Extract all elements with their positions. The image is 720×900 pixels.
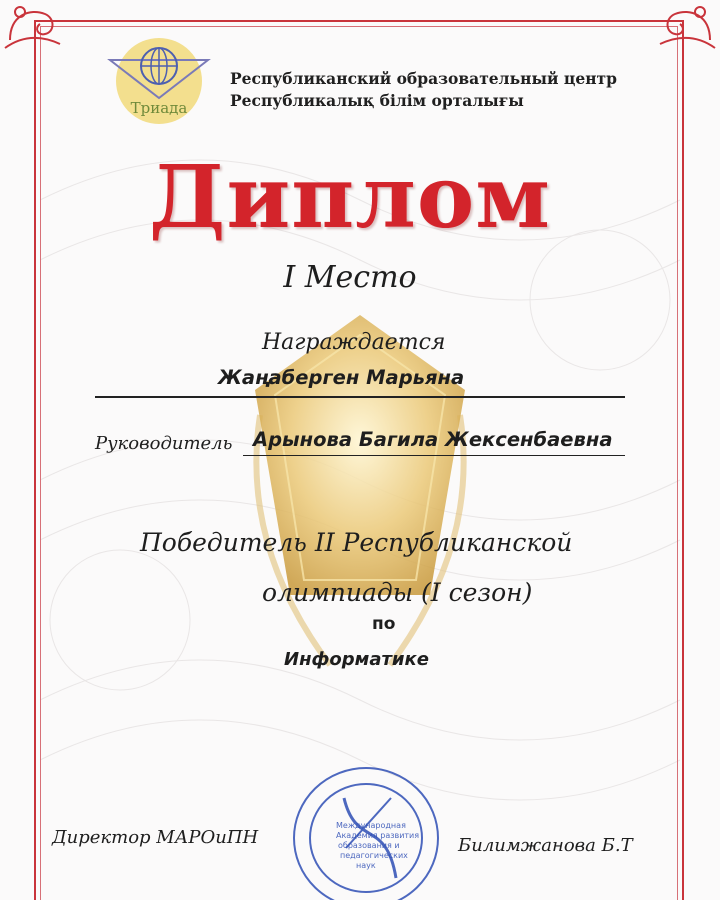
recipient-underline [95,396,625,398]
svg-text:образования и: образования и [338,841,400,850]
place-text: I Место [283,260,417,295]
svg-text:наук: наук [356,861,376,870]
leader-label: Руководитель [95,433,233,454]
svg-text:педагогических: педагогических [340,851,408,860]
leader-name: Арынова Багила Жексенбаевна [253,428,613,451]
official-seal-stamp [286,758,446,900]
organization-name [230,68,617,112]
svg-text:Международная: Международная [336,821,406,830]
subject-text: Информатике [284,649,429,670]
director-label: Директор МАРОиПН [52,827,259,848]
logo-text: Триада [130,99,188,117]
corner-ornament-left-icon [0,0,70,50]
svg-text:Академия развития: Академия развития [336,831,420,840]
achievement-line-2: олимпиады (I сезон) [262,578,533,607]
preposition-text: по [372,614,396,634]
organization-line-kz: Республикалық білім орталығы [230,91,524,110]
triada-logo [100,38,218,124]
achievement-line-1: Победитель II Республиканской [140,528,573,557]
recipient-name: Жаңаберген Марьяна [218,366,465,389]
awarded-label: Награждается [262,330,446,355]
leader-underline [243,455,625,456]
signer-name: Билимжанова Б.Т [458,835,633,856]
diploma-title: Диплом [149,147,551,248]
corner-ornament-right-icon [650,0,720,50]
gold-medal-emblem [240,295,480,695]
organization-line-ru: Республиканский образовательный центр [230,69,617,88]
